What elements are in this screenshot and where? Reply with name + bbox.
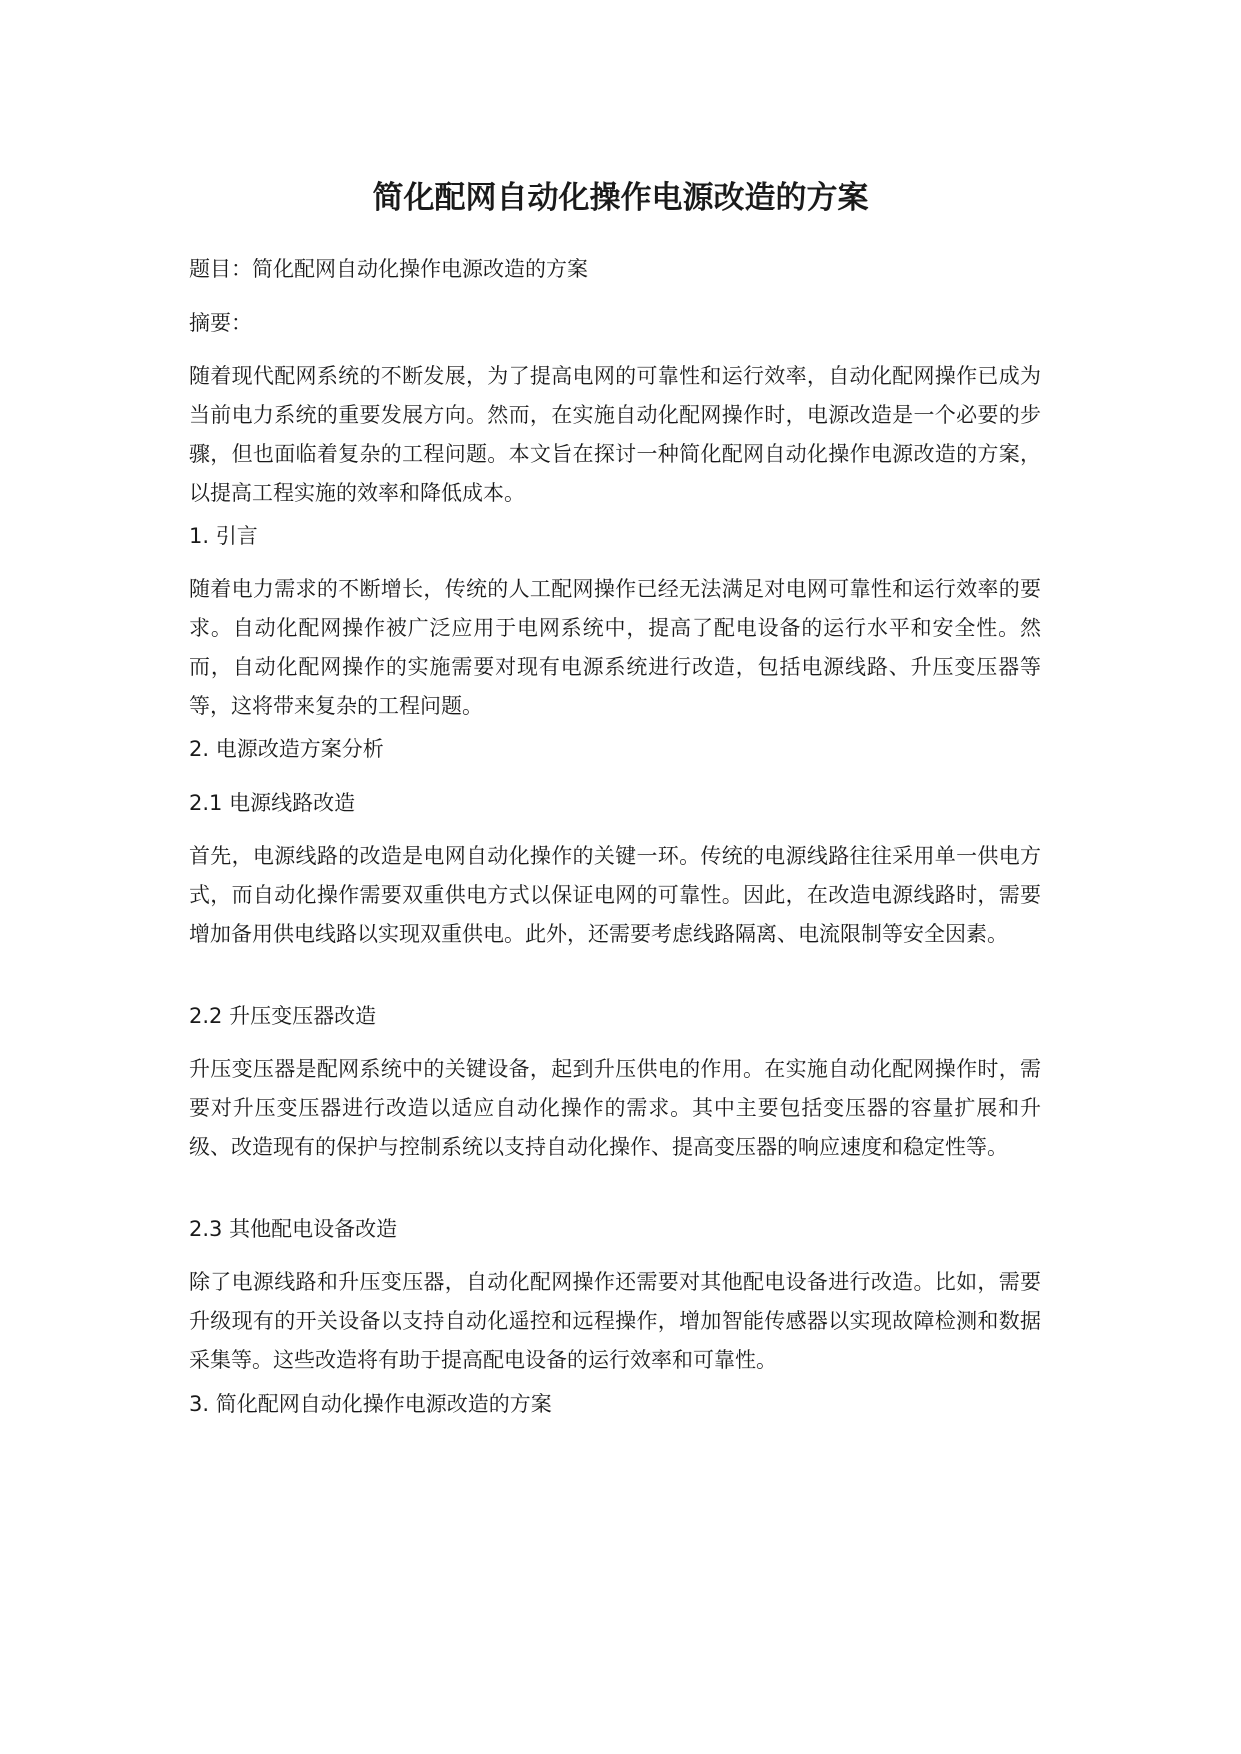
abstract-text: 随着现代配网系统的不断发展，为了提高电网的可靠性和运行效率，自动化配网操作已成为当前电力系统的重要发展方向。然而，在实施自动化配网操作时，电源改造是一个必要的步骤，但也面临着复杂的工程问题。本文旨在探讨一种简化配网自动化操作电源改造的方案，以提高工程实施的效率和降低成本。 (189, 364, 1041, 505)
section-2-2-heading: 2.2 升压变压器改造 (189, 1004, 377, 1028)
section-2-1-heading: 2.1 电源线路改造 (189, 791, 356, 815)
section-2-2-text: 升压变压器是配网系统中的关键设备，起到升压供电的作用。在实施自动化配网操作时，需要对升压变压器进行改造以适应自动化操作的需求。其中主要包括变压器的容量扩展和升级、改造现有的保护与控制系统以支持自动化操作、提高变压器的响应速度和稳定性等。 (189, 1057, 1041, 1159)
section-2-3-heading: 2.3 其他配电设备改造 (189, 1217, 398, 1241)
section-1-heading: 1. 引言 (189, 524, 258, 548)
section-2-1-text: 首先，电源线路的改造是电网自动化操作的关键一环。传统的电源线路往往采用单一供电方式，而自动化操作需要双重供电方式以保证电网的可靠性。因此，在改造电源线路时，需要增加备用供电线路以实现双重供电。此外，还需要考虑线路隔离、电流限制等安全因素。 (189, 844, 1041, 946)
document-title: 简化配网自动化操作电源改造的方案 (372, 180, 869, 216)
section-2-3-text: 除了电源线路和升压变压器，自动化配网操作还需要对其他配电设备进行改造。比如，需要升级现有的开关设备以支持自动化遥控和远程操作，增加智能传感器以实现故障检测和数据采集等。这些改造将有助于提高配电设备的运行效率和可靠性。 (189, 1270, 1041, 1372)
section-1-text: 随着电力需求的不断增长，传统的人工配网操作已经无法满足对电网可靠性和运行效率的要求。自动化配网操作被广泛应用于电网系统中，提高了配电设备的运行水平和安全性。然而，自动化配网操作的实施需要对现有电源系统进行改造，包括电源线路、升压变压器等等，这将带来复杂的工程问题。 (189, 577, 1041, 718)
subject-line: 题目：简化配网自动化操作电源改造的方案 (189, 257, 588, 281)
section-3-heading: 3. 简化配网自动化操作电源改造的方案 (189, 1392, 552, 1416)
section-2-heading: 2. 电源改造方案分析 (189, 737, 384, 761)
abstract-label: 摘要： (189, 311, 252, 335)
